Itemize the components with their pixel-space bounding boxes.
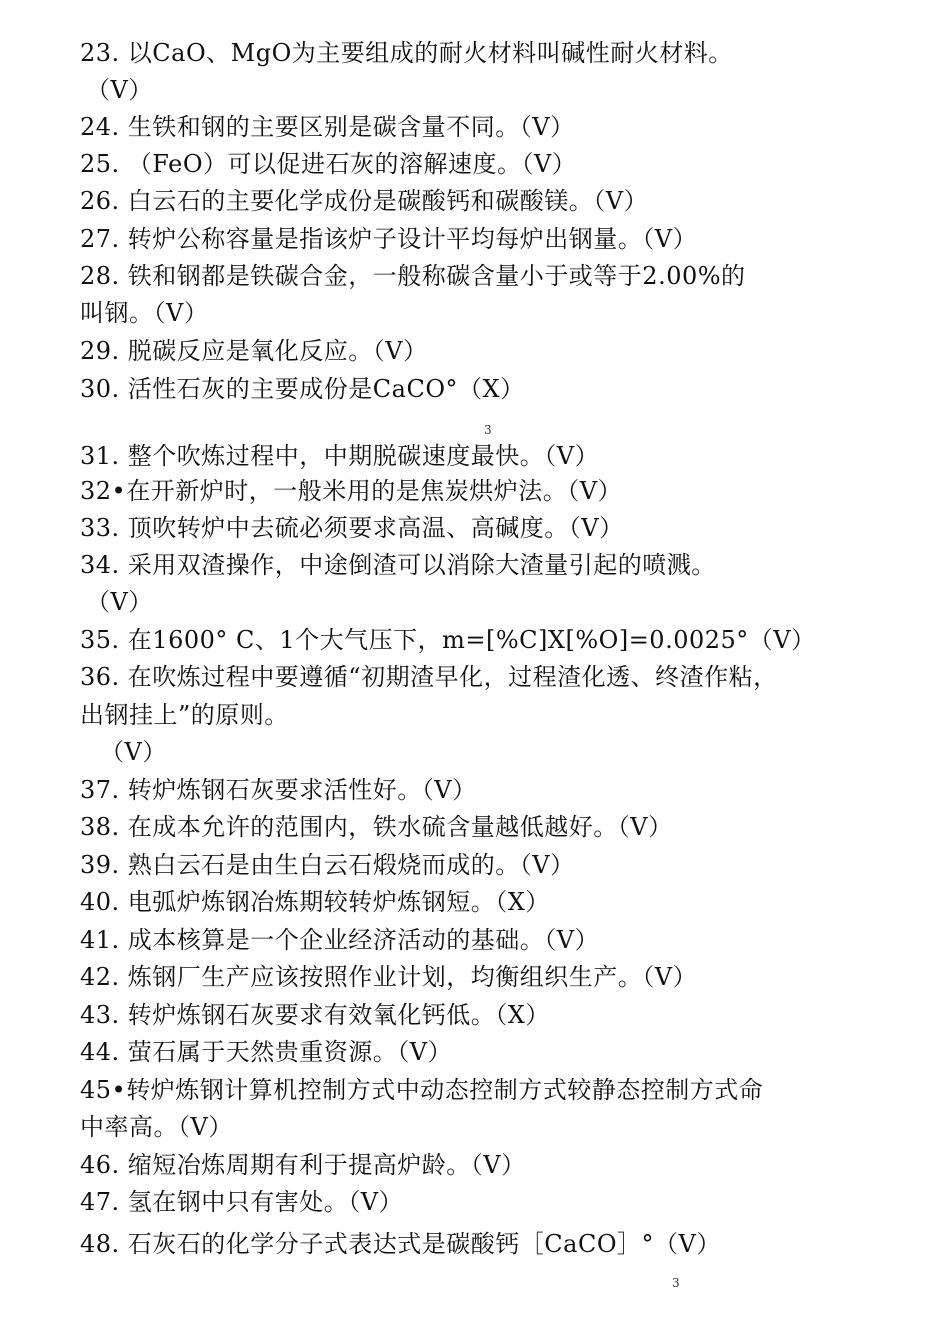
text-line: 30. 活性石灰的主要成份是CaCO°（X） — [80, 375, 525, 403]
text-line: 出钢挂上”的原则。 — [80, 701, 289, 729]
text-line: 26. 白云石的主要化学成份是碳酸钙和碳酸镁。（V） — [80, 187, 649, 215]
text-line: 33. 顶吹转炉中去硫必须要求高温、高碱度。（V） — [80, 514, 624, 542]
text-line: 40. 电弧炉炼钢冶炼期较转炉炼钢短。（X） — [80, 888, 550, 916]
text-line: 叫钢。（V） — [80, 299, 209, 327]
text-line: （V） — [86, 588, 153, 616]
text-line: 36. 在吹炼过程中要遵循“初期渣早化，过程渣化透、终渣作粘， — [80, 663, 778, 691]
text-line: 35. 在1600° C、1个大气压下，m=[%C]X[%O]=0.0025°（V） — [80, 626, 816, 654]
text-line: 23. 以CaO、MgO为主要组成的耐火材料叫碱性耐火材料。 — [80, 39, 733, 67]
text-line: 48. 石灰石的化学分子式表达式是碳酸钙［CaCO］°（V） — [80, 1230, 721, 1258]
text-line: 44. 萤石属于天然贵重资源。（V） — [80, 1038, 453, 1066]
text-line: 43. 转炉炼钢石灰要求有效氧化钙低。（X） — [80, 1001, 550, 1029]
text-line: 25. （FeO）可以促进石灰的溶解速度。（V） — [80, 150, 577, 178]
page-number: 3 — [672, 1276, 680, 1290]
text-line: 31. 整个吹炼过程中，中期脱碳速度最快。（V） — [80, 442, 600, 470]
text-line: （V） — [100, 738, 167, 766]
text-line: 24. 生铁和钢的主要区别是碳含量不同。（V） — [80, 113, 575, 141]
text-line: 32•在开新炉时，一般米用的是焦炭烘炉法。（V） — [80, 477, 623, 505]
text-line: 37. 转炉炼钢石灰要求活性好。（V） — [80, 776, 477, 804]
page-number: 3 — [484, 423, 492, 437]
text-line: 47. 氢在钢中只有害处。（V） — [80, 1188, 404, 1216]
text-line: 38. 在成本允许的范围内，铁水硫含量越低越好。（V） — [80, 813, 673, 841]
text-line: 27. 转炉公称容量是指该炉子设计平均每炉出钢量。（V） — [80, 225, 698, 253]
text-line: 41. 成本核算是一个企业经济活动的基础。（V） — [80, 926, 600, 954]
text-line: （V） — [86, 76, 153, 104]
text-line: 中率高。（V） — [80, 1113, 233, 1141]
text-line: 39. 熟白云石是由生白云石煅烧而成的。（V） — [80, 851, 575, 879]
text-line: 45•转炉炼钢计算机控制方式中动态控制方式较静态控制方式命 — [80, 1076, 764, 1104]
text-line: 28. 铁和钢都是铁碳合金，一般称碳含量小于或等于2.00%的 — [80, 262, 746, 290]
text-line: 46. 缩短冶炼周期有利于提高炉龄。（V） — [80, 1151, 526, 1179]
text-line: 42. 炼钢厂生产应该按照作业计划，均衡组织生产。（V） — [80, 963, 698, 991]
text-line: 29. 脱碳反应是氧化反应。（V） — [80, 337, 428, 365]
text-line: 34. 采用双渣操作，中途倒渣可以消除大渣量引起的喷溅。 — [80, 551, 716, 579]
